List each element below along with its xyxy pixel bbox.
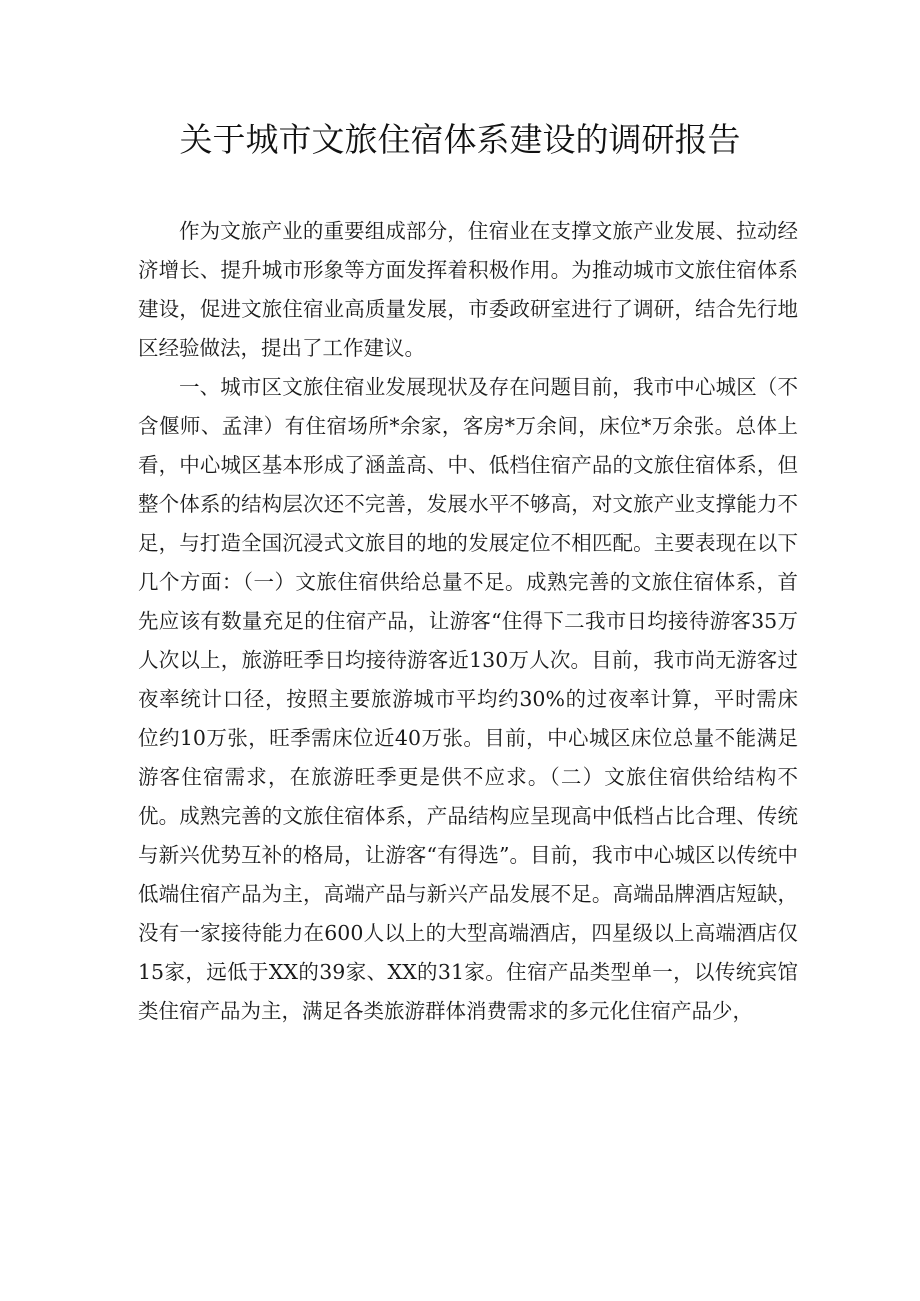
paragraph-status-and-problems: 一、城市区文旅住宿业发展现状及存在问题目前，我市中心城区（不含偃师、孟津）有住宿场所*余家，客房*万余间，床位*万余张。总体上看，中心城区基本形成了涵盖高、中、低档住宿产品的文旅住宿体系，但整个体系的结构层次还不完善，发展水平不够高，对文旅产业支撑能力不足，与打造全国沉浸式文旅目的地的发展定位不相匹配。主要表现在以下几个方面：（一）文旅住宿供给总量不足。成熟完善的文旅住宿体系，首先应该有数量充足的住宿产品，让游客“住得下二我市日均接待游客35万人次以上，旅游旺季日均接待游客近130万人次。目前，我市尚无游客过夜率统计口径，按照主要旅游城市平均约30%的过夜率计算，平时需床位约10万张，旺季需床位近40万张。目前，中心城区床位总量不能满足游客住宿需求，在旅游旺季更是供不应求。（二）文旅住宿供给结构不优。成熟完善的文旅住宿体系，产品结构应呈现高中低档占比合理、传统与新兴优势互补的格局，让游客“有得选”。目前，我市中心城区以传统中低端住宿产品为主，高端产品与新兴产品发展不足。高端品牌酒店短缺，没有一家接待能力在600人以上的大型高端酒店，四星级以上高端酒店仅15家，远低于XX的39家、XX的31家。住宿产品类型单一，以传统宾馆类住宿产品为主，满足各类旅游群体消费需求的多元化住宿产品少，	[138, 375, 798, 1023]
document-body	[138, 212, 798, 1031]
document-title: 关于城市文旅住宿体系建设的调研报告	[179, 120, 741, 159]
paragraph-intro: 作为文旅产业的重要组成部分，住宿业在支撑文旅产业发展、拉动经济增长、提升城市形象等方面发挥着积极作用。为推动城市文旅住宿体系建设，促进文旅住宿业高质量发展，市委政研室进行了调研，结合先行地区经验做法，提出了工作建议。	[138, 219, 798, 360]
